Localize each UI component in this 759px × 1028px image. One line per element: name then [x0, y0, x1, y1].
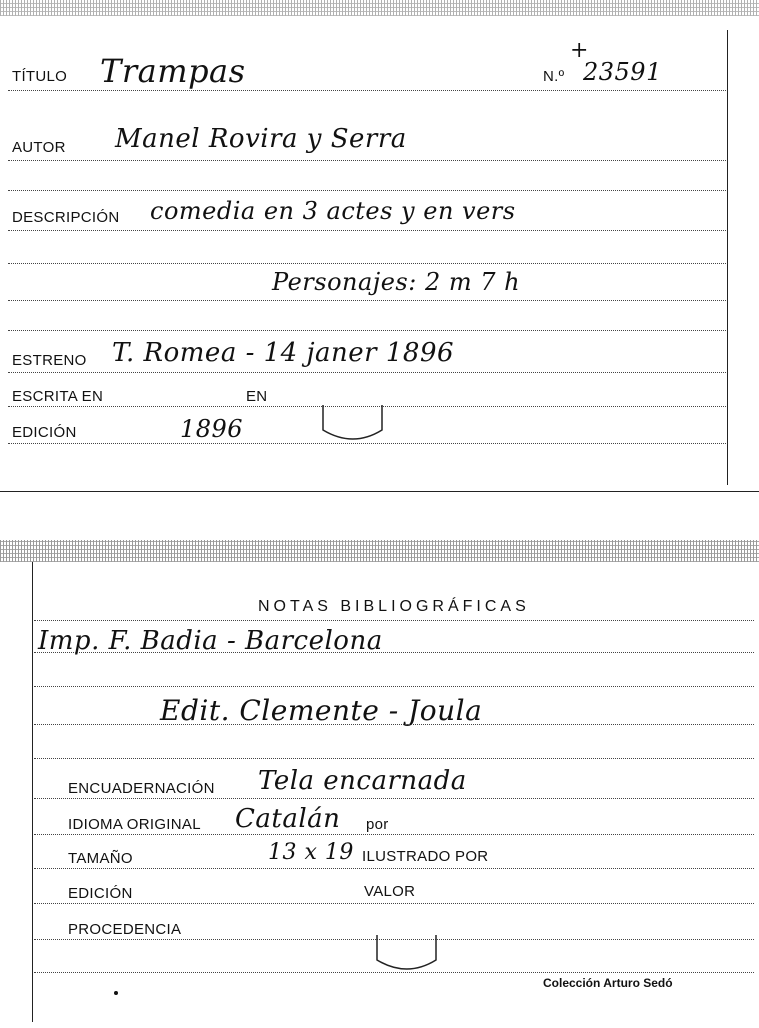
written-in-label: ESCRITA EN	[12, 388, 104, 405]
collection-credit: Colección Arturo Sedó	[543, 976, 673, 990]
ruled-line	[34, 686, 754, 687]
punch-hole-outline	[372, 930, 442, 980]
card-edge-speckle	[0, 0, 759, 16]
ruled-line	[8, 90, 726, 91]
provenance-label: PROCEDENCIA	[68, 921, 182, 938]
author-value: Manel Rovira y Serra	[115, 124, 407, 154]
ruled-line	[34, 834, 754, 835]
title-value: Trampas	[100, 52, 246, 90]
ruled-line	[8, 190, 726, 191]
ruled-line	[8, 230, 726, 231]
premiere-label: ESTRENO	[12, 352, 87, 369]
ink-dot	[114, 991, 118, 995]
ruled-line	[34, 758, 754, 759]
ruled-line	[34, 620, 754, 621]
card-edge-speckle	[0, 540, 759, 562]
punch-hole-outline	[318, 400, 388, 448]
ruled-line	[34, 724, 754, 725]
catalog-card-front	[0, 0, 759, 492]
written-en-label: EN	[246, 388, 268, 405]
size-value: 13 x 19	[268, 840, 354, 865]
size-label: TAMAÑO	[68, 850, 133, 867]
ruled-line	[8, 300, 726, 301]
title-label: TÍTULO	[12, 68, 68, 85]
by-label: por	[366, 816, 389, 833]
language-value: Catalán	[235, 804, 341, 834]
ruled-line	[8, 330, 726, 331]
ruled-line	[8, 263, 726, 264]
language-label: IDIOMA ORIGINAL	[68, 816, 201, 833]
ruled-line	[8, 372, 726, 373]
note-line-2: Edit. Clemente - Joula	[160, 694, 483, 727]
premiere-value: T. Romea - 14 janer 1896	[112, 338, 455, 368]
card-separator	[0, 491, 759, 492]
ruled-line	[34, 868, 754, 869]
number-label: N.º	[543, 68, 565, 85]
ruled-line	[34, 903, 754, 904]
binding-value: Tela encarnada	[258, 766, 467, 796]
ruled-line	[8, 160, 726, 161]
card-left-border	[32, 562, 33, 1022]
value-label: VALOR	[364, 883, 416, 900]
author-label: AUTOR	[12, 139, 66, 156]
binding-label: ENCUADERNACIÓN	[68, 780, 215, 797]
description-value: comedia en 3 actes y en vers	[150, 197, 516, 225]
edition-value: 1896	[180, 415, 244, 443]
bibliographic-notes-heading: NOTAS BIBLIOGRÁFICAS	[258, 598, 530, 615]
description-label: DESCRIPCIÓN	[12, 209, 120, 226]
number-mark: +	[570, 38, 589, 63]
ruled-line	[34, 798, 754, 799]
card-right-border	[727, 30, 728, 485]
characters-value: Personajes: 2 m 7 h	[272, 268, 521, 296]
number-value: 23591	[583, 58, 662, 86]
edition-label-back: EDICIÓN	[68, 885, 133, 902]
edition-label: EDICIÓN	[12, 424, 77, 441]
ruled-line	[34, 652, 754, 653]
catalog-card-back	[0, 540, 759, 1028]
illustrated-by-label: ILUSTRADO POR	[362, 848, 489, 865]
note-line-1: Imp. F. Badia - Barcelona	[38, 626, 383, 656]
